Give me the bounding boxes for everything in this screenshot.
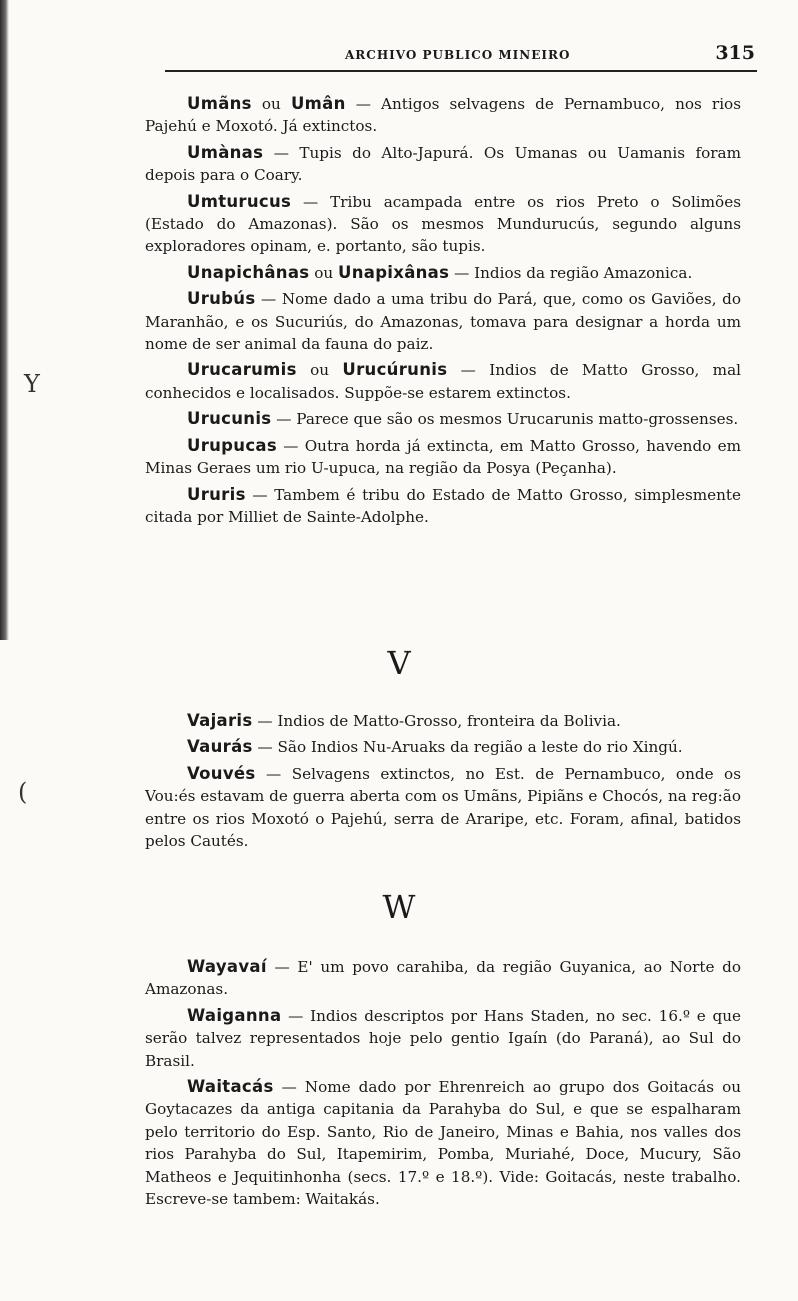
- entry-text: — Tambem é tribu do Estado de Matto Grosso, simplesmente citada por Milliet de Sainte-Adolphe.: [145, 485, 741, 526]
- dictionary-entry: [145, 142, 741, 187]
- margin-annotation: (: [18, 778, 28, 806]
- entry-term: Urubús: [187, 289, 256, 309]
- entry-term: Ururis: [187, 484, 246, 504]
- dictionary-entry: [145, 736, 741, 758]
- section-heading-w: W: [382, 888, 416, 926]
- entry-text: — Tupis do Alto-Japurá. Os Umanas ou Uamanis foram depois para o Coary.: [145, 143, 741, 185]
- dictionary-entry: [145, 191, 741, 258]
- dictionary-entry: [145, 1076, 741, 1210]
- section-w-entries: [145, 956, 741, 1214]
- entry-term: Waiganna: [187, 1005, 282, 1025]
- dictionary-entry: [145, 1005, 741, 1072]
- section-v-entries: [145, 710, 741, 856]
- entry-text: ou: [251, 95, 291, 113]
- entry-text: — Nome dado por Ehrenreich ao grupo dos Goitacás ou Goytacazes da antiga capitania da Parahyba do Sul, e que se espalharam pelo territorio do Esp. Santo, Rio de Janeiro, Minas e Bahia, nos valles dos rios Parahyba do Sul, Itapemirim, Pomba, Muriahé, Doce, Mucury, São Matheos e Jequitinhonha (secs. 17.º e 18.º). Vide: Goitacás, neste trabalho. Escreve-se tambem: Waitakás.: [145, 1078, 741, 1209]
- dictionary-entry: [145, 262, 741, 284]
- entry-term: Unapixânas: [338, 262, 450, 282]
- dictionary-entry: [145, 408, 741, 430]
- entry-text: ou: [309, 263, 339, 282]
- margin-annotation: Y: [24, 370, 40, 398]
- entry-text: — Selvagens extinctos, no Est. de Pernambuco, onde os Vou:és estavam de guerra aberta com os Umãns, Pipiãns e Chocós, na reg:ão entre os rios Moxotó o Pajehú, serra de Araripe, etc. Foram, afinal, batidos pelos Cautés.: [145, 764, 741, 851]
- section-heading-v: V: [387, 644, 411, 682]
- section-u-entries: [145, 93, 741, 532]
- dictionary-entry: [145, 956, 741, 1001]
- entry-term: Urucunis: [187, 409, 272, 429]
- page-header: [165, 40, 757, 72]
- entry-text: — Indios de Matto-Grosso, fronteira da Bolivia.: [252, 712, 621, 730]
- running-title: ARCHIVO PUBLICO MINEIRO: [345, 48, 571, 62]
- entry-text: — E' um povo carahiba, da região Guyanica, ao Norte do Amazonas.: [145, 958, 741, 999]
- page-edge-shadow: [0, 0, 9, 640]
- entry-term: Vouvés: [187, 763, 256, 783]
- dictionary-entry: [145, 359, 741, 404]
- entry-text: — São Indios Nu-Aruaks da região a leste do rio Xingú.: [252, 738, 683, 757]
- entry-term: Wayavaí: [187, 957, 267, 976]
- entry-text: — Outra horda já extincta, em Matto Grosso, havendo em Minas Geraes um rio U-upuca, na região da Posya (Peçanha).: [145, 436, 741, 478]
- entry-text: — Indios descriptos por Hans Staden, no sec. 16.º e que serão talvez representados hoje pelo gentio Igaín (do Paraná), ao Sul do Brasil.: [145, 1006, 741, 1070]
- dictionary-entry: [145, 93, 741, 138]
- dictionary-entry: [145, 710, 741, 732]
- entry-text: — Parece que são os mesmos Urucarunis matto-grossenses.: [271, 410, 739, 429]
- entry-term: Vajaris: [187, 711, 253, 730]
- entry-term: Umturucus: [187, 191, 292, 211]
- dictionary-entry: [145, 484, 741, 529]
- entry-term: Umãns: [187, 94, 252, 113]
- entry-term: Waitacás: [187, 1077, 274, 1097]
- entry-text: — Tribu acampada entre os rios Preto o Solimões (Estado do Amazonas). São os mesmos Mundurucús, segundo alguns exploradores opinam, e. portanto, são tupis.: [145, 192, 741, 256]
- entry-text: — Indios da região Amazonica.: [449, 263, 693, 282]
- entry-term: Urucarumis: [187, 360, 297, 380]
- dictionary-entry: [145, 763, 741, 853]
- entry-text: ou: [296, 361, 343, 380]
- entry-text: — Antigos selvagens de Pernambuco, nos rios Pajehú e Moxotó. Já extinctos.: [145, 95, 741, 136]
- entry-text: — Nome dado a uma tribu do Pará, que, como os Gaviões, do Maranhão, e os Sucuriús, do Amazonas, tomava para designar a horda um nome de ser animal da fauna do paiz.: [145, 290, 741, 354]
- page-number: 315: [715, 42, 755, 64]
- entry-text: — Indios de Matto Grosso, mal conhecidos e localisados. Suppõe-se estarem extinctos.: [145, 361, 741, 402]
- entry-term: Umànas: [187, 142, 264, 162]
- entry-term: Umân: [290, 94, 346, 113]
- entry-term: Urucúrunis: [342, 360, 448, 380]
- entry-term: Vaurás: [187, 737, 253, 757]
- entry-term: Urupucas: [187, 435, 277, 455]
- entry-term: Unapichânas: [187, 262, 310, 282]
- dictionary-entry: [145, 435, 741, 480]
- dictionary-entry: [145, 288, 741, 355]
